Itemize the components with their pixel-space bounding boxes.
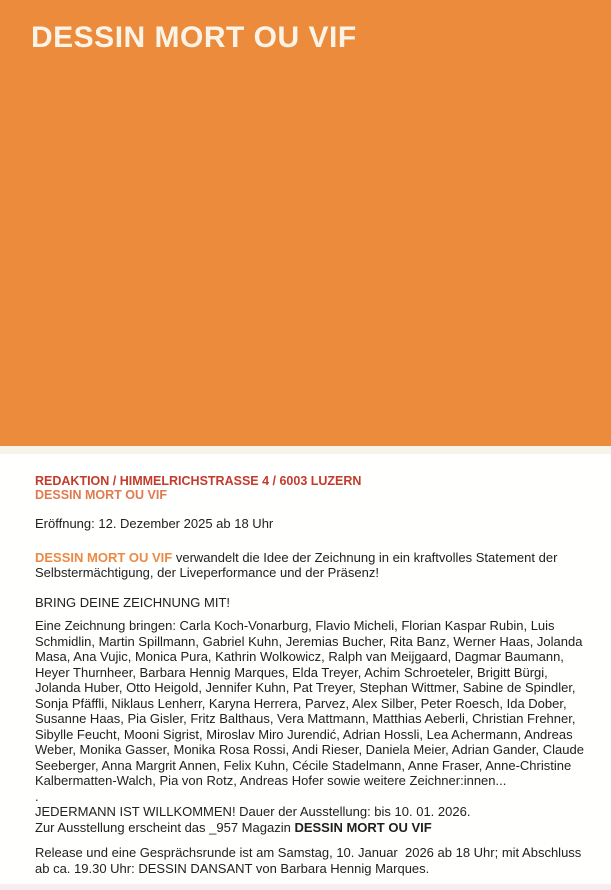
opening-date-line: Eröffnung: 12. Dezember 2025 ab 18 Uhr [35,516,274,531]
separator-dot: . [35,788,39,804]
magazine-title: DESSIN MORT OU VIF [294,819,432,835]
intro-brand-highlight: DESSIN MORT OU VIF [35,549,173,565]
intro-text: verwandelt die Idee der Zeichnung in ein kraftvolles Statement der Selbstermächtigung, der Liveperformance und der Präsenz! [35,549,562,580]
footer-strip [0,884,611,890]
masthead [35,474,586,502]
masthead-brand-line: DESSIN MORT OU VIF [35,488,167,502]
participants-list: Eine Zeichnung bringen: Carla Koch-Vonarburg, Flavio Micheli, Florian Kaspar Rubin, Luis Schmidlin, Martin Spillmann, Gabriel Kuhn, Jeremias Bucher, Rita Banz, Werner Haas, Jolanda Masa, Ana Vujic, Monica Pura, Kathrin Wolkowicz, Ralph van Meijgaard, Dagmar Baumann, Heyer Thurnheer, Barbara Hennig Marques, Elda Treyer, Achim Schroeteler, Brigitt Bürgi, Jolanda Huber, Otto Heigold, Jennifer Kuhn, Pat Treyer, Stephan Wittmer, Sabine de Spindler, Sonja Pfäffli, Niklaus Lenherr, Karyna Herrera, Parvez, Alex Silber, Peter Roesch, Ida Dober, Susanne Haas, Pia Gisler, Fritz Balthaus, Vera Mattmann, Matthias Aeberli, Christian Frehner, Sibylle Feucht, Mooni Sigrist, Miroslav Miro Jurendić, Adrian Hossli, Lea Achermann, Andreas Weber, Monika Gasser, Monika Rosa Rossi, Andi Rieser, Daniela Meier, Adrian Gander, Claude Seeberger, Anna Margrit Annen, Felix Kuhn, Cécile Stadelmann, Anne Fraser, Anne-Christine Kalbermatten-Walch, Pia von Rotz, Andreas Hofer sowie weitere Zeichner:innen... [35,618,588,788]
release-event-paragraph: Release und eine Gesprächsrunde ist am Samstag, 10. Januar 2026 ab 18 Uhr; mit Abschluss ab ca. 19.30 Uhr: DESSIN DANSANT von Barbara Hennig Marques. [35,845,585,876]
bring-drawing-callout: BRING DEINE ZEICHNUNG MIT! [35,594,231,610]
redaktion-address-line: REDAKTION / HIMMELRICHSTRASSE 4 / 6003 LUZERN [35,474,362,488]
intro-paragraph [35,550,586,581]
magazine-line [35,820,586,836]
flyer-body [35,474,586,876]
hero-title: DESSIN MORT OU VIF [31,21,357,54]
hero-bottom-band [0,446,611,454]
welcome-duration-line: JEDERMANN IST WILLKOMMEN! Dauer der Ausstellung: bis 10. 01. 2026. [35,804,471,819]
magazine-prefix: Zur Ausstellung erscheint das _957 Magazin [35,819,295,835]
